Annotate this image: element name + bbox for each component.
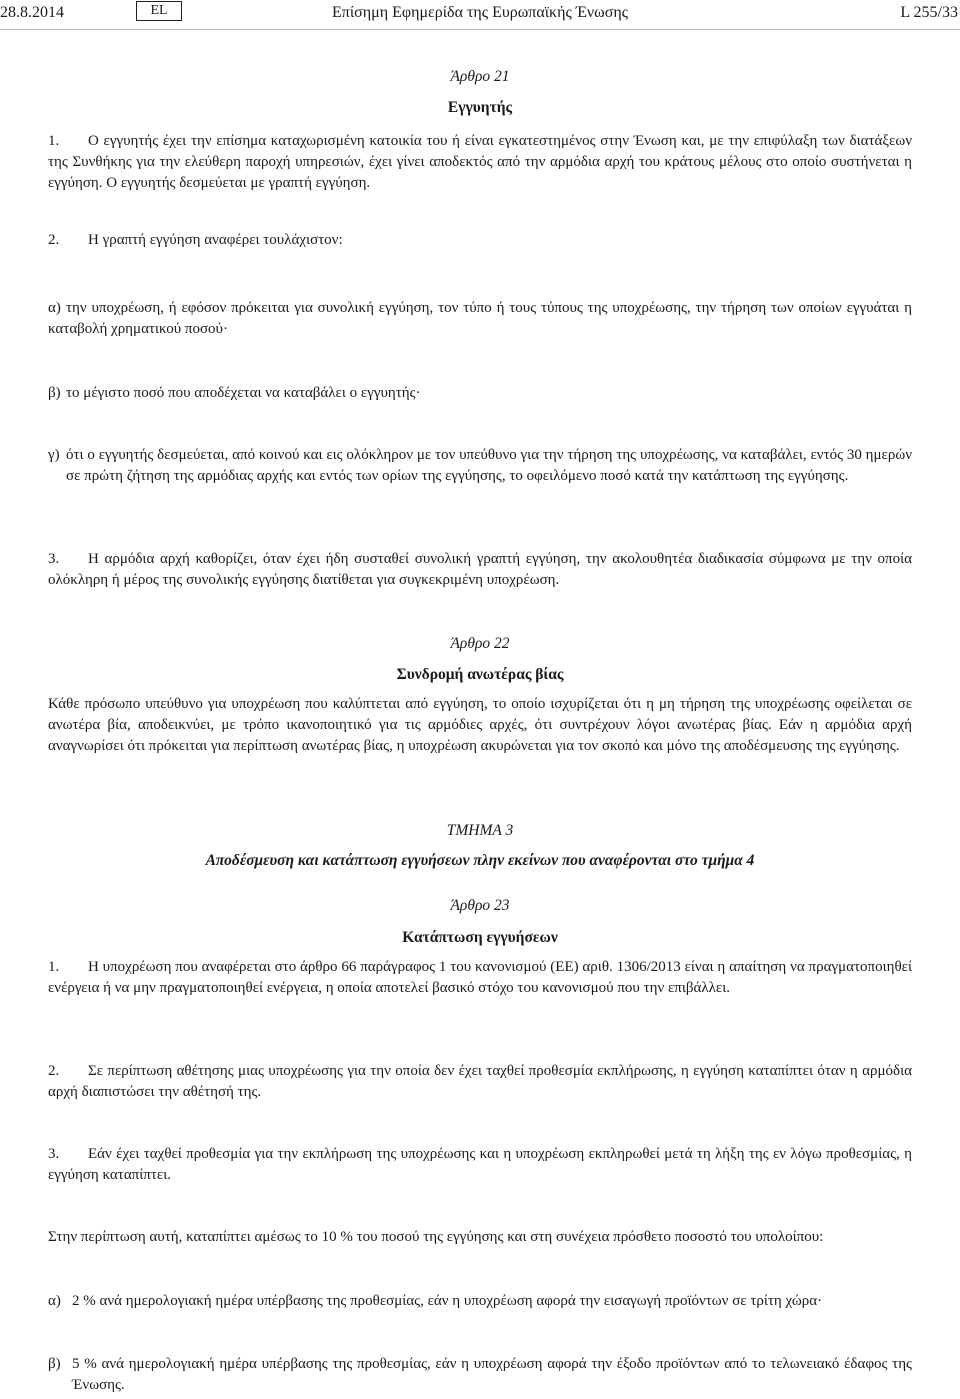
paragraph-text: Η αρμόδια αρχή καθορίζει, όταν έχει ήδη συσταθεί συνολική γραπτή εγγύηση, την ακολουθητέα διαδικασία σύμφωνα με την οποία ολόκληρη ή μέρος της συνολικής εγγύησης διατίθεται για συγκεκριμένη υποχρέωση. bbox=[48, 551, 912, 588]
item-text: την υποχρέωση, ή εφόσον πρόκειται για συνολική εγγύηση, τον τύπο ή τους τύπους της υποχρέωσης, την τήρηση των οποίων εγγυάται η καταβολή χρηματικού ποσού· bbox=[48, 300, 912, 337]
item-label: β) bbox=[48, 1356, 61, 1372]
item-text: το μέγιστο ποσό που αποδέχεται να καταβάλει ο εγγυητής· bbox=[66, 385, 421, 401]
article-22-text: Κάθε πρόσωπο υπεύθυνο για υποχρέωση που καλύπτεται από εγγύηση, το οποίο ισχυρίζεται ότι η μη τήρηση της υποχρέωσης οφείλεται σε ανωτέρα βία, αποδεικνύει, με τρόπο ικανοποιητικό για τις αρμόδιες αρχές, ότι συντρέχουν λόγοι ανωτέρας βίας. Εάν η αρμόδια αρχή αναγνωρίσει ότι πρόκειται για περίπτωση ανωτέρας βίας, η υποχρέωση ακυρώνεται για τον σκοπό και μόνο της αποδέσμευσης της εγγύησης. bbox=[48, 696, 912, 754]
article-23-paragraph-4: Στην περίπτωση αυτή, καταπίπτει αμέσως το 10 % του ποσού της εγγύησης και στη συνέχεια πρόσθετο ποσοστό του υπολοίπου: bbox=[48, 1229, 824, 1245]
article-21-title: Εγγυητής bbox=[447, 99, 513, 116]
section-3-title: Αποδέσμευση και κατάπτωση εγγυήσεων πλην εκείνων που αναφέρονται στο τμήμα 4 bbox=[205, 852, 755, 869]
item-label: β) bbox=[48, 385, 61, 401]
article-21-paragraph-1 bbox=[48, 131, 912, 194]
paragraph-text: Σε περίπτωση αθέτησης μιας υποχρέωσης για την οποία δεν έχει ταχθεί προθεσμία εκπλήρωσης, η εγγύηση καταπίπτει όταν η αρμόδια αρχή διαπιστώσει την αθέτησή της. bbox=[48, 1063, 912, 1100]
paragraph-number: 1. bbox=[48, 959, 60, 975]
item-label: α) bbox=[48, 300, 61, 316]
language-badge: EL bbox=[136, 1, 182, 21]
article-23-paragraph-1 bbox=[48, 957, 912, 999]
item-text: ότι ο εγγυητής δεσμεύεται, από κοινού και εις ολόκληρον με τον υπεύθυνο για την τήρηση της υποχρέωσης, να καταβάλει, εντός 30 ημερών σε πρώτη ζήτηση της αρμόδιας αρχής και εντός των ορίων της εγγύησης, το οφειλόμενο ποσό κατά την κατάπτωση της εγγύησης. bbox=[66, 447, 912, 484]
section-3-label: ΤΜΗΜΑ 3 bbox=[446, 822, 514, 839]
article-23-paragraph-2 bbox=[48, 1061, 912, 1103]
page-reference: L 255/33 bbox=[900, 4, 958, 21]
article-22-title: Συνδρομή ανωτέρας βίας bbox=[396, 666, 564, 683]
article-23-number: Άρθρο 23 bbox=[450, 897, 510, 914]
paragraph-text: Εάν έχει ταχθεί προθεσμία για την εκπλήρωση της υποχρέωσης και η υποχρέωση εκπληρωθεί μετά τη λήξη της εν λόγω προθεσμίας, η εγγύηση καταπίπτει. bbox=[48, 1146, 912, 1183]
paragraph-text: Ο εγγυητής έχει την επίσημα καταχωρισμένη κατοικία του ή είναι εγκατεστημένος στην Ένωση και, με την επιφύλαξη των διατάξεων της Συνθήκης για την ελεύθερη παροχή υπηρεσιών, έχει γίνει αποδεκτός από την αρμόδια αρχή του κράτους μέλους στο οποίο συστήνεται η εγγύηση. Ο εγγυητής δεσμεύεται με γραπτή εγγύηση. bbox=[48, 133, 912, 191]
paragraph-number: 2. bbox=[48, 1063, 60, 1079]
article-23-title: Κατάπτωση εγγυήσεων bbox=[402, 929, 558, 946]
article-22-number: Άρθρο 22 bbox=[450, 635, 510, 652]
item-text: 2 % ανά ημερολογιακή ημέρα υπέρβασης της προθεσμίας, εάν η υποχρέωση αφορά την εισαγωγή προϊόντων σε τρίτη χώρα· bbox=[72, 1293, 823, 1309]
article-21-item-a bbox=[48, 298, 912, 340]
article-21-number: Άρθρο 21 bbox=[450, 68, 510, 85]
article-21-paragraph-3 bbox=[48, 549, 912, 591]
article-23-item-a bbox=[48, 1291, 912, 1312]
paragraph-text: Η γραπτή εγγύηση αναφέρει τουλάχιστον: bbox=[88, 232, 343, 248]
publication-date: 28.8.2014 bbox=[0, 4, 64, 21]
paragraph-number: 3. bbox=[48, 551, 60, 567]
item-label: α) bbox=[48, 1293, 61, 1309]
header-divider bbox=[0, 29, 960, 30]
item-text: 5 % ανά ημερολογιακή ημέρα υπέρβασης της προθεσμίας, εάν η υποχρέωση αφορά την έξοδο προϊόντων από το τελωνειακό έδαφος της Ένωσης. bbox=[72, 1356, 912, 1393]
paragraph-number: 2. bbox=[48, 232, 60, 248]
journal-title: Επίσημη Εφημερίδα της Ευρωπαϊκής Ένωσης bbox=[331, 4, 629, 21]
article-21-item-b bbox=[48, 383, 912, 404]
paragraph-text: Η υποχρέωση που αναφέρεται στο άρθρο 66 παράγραφος 1 του κανονισμού (ΕΕ) αριθ. 1306/2013 είναι η απαίτηση να πραγματοποιηθεί ενέργεια ή να μην πραγματοποιηθεί ενέργεια, η οποία αποτελεί βασικό στόχο του κανονισμού που την επιβάλλει. bbox=[48, 959, 912, 996]
paragraph-number: 1. bbox=[48, 133, 60, 149]
item-label: γ) bbox=[48, 447, 60, 463]
article-23-item-b bbox=[48, 1354, 912, 1396]
article-21-item-c bbox=[48, 445, 912, 487]
paragraph-number: 3. bbox=[48, 1146, 60, 1162]
article-23-paragraph-3 bbox=[48, 1144, 912, 1186]
article-21-paragraph-2 bbox=[48, 230, 912, 251]
